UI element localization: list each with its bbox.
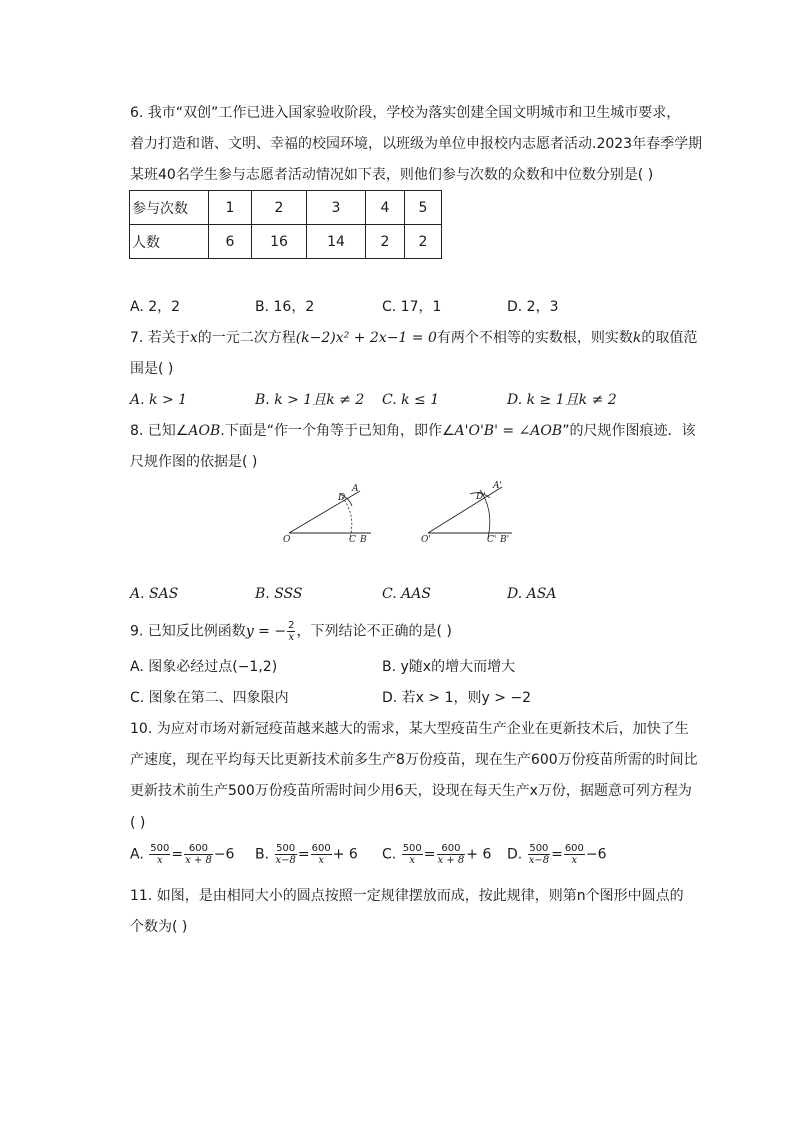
q6-line-3: 某班40名学生参与志愿者活动情况如下表，则他们参与次数的众数和中位数分别是( ) bbox=[130, 167, 654, 183]
option-label: B. bbox=[255, 846, 270, 863]
q7-equation: (k−2)x² + 2x−1 = 0 bbox=[295, 330, 437, 346]
q9-option-d: D. 若x > 1，则y > −2 bbox=[382, 690, 532, 706]
fraction-numerator: 500 bbox=[276, 843, 296, 854]
fraction-denominator: x + 8 bbox=[185, 855, 212, 866]
fraction-denominator: x + 8 bbox=[437, 855, 465, 866]
q7-var-x: x bbox=[189, 330, 198, 346]
q10-line-3: 更新技术前生产500万份疫苗所需时间少用6天，设现在每天生产x万份，据题意可列方程为 bbox=[130, 783, 692, 799]
option-label: D. bbox=[507, 846, 523, 863]
q7-text: 有两个不相等的实数根，则实数 bbox=[436, 330, 633, 346]
fraction-denominator: x bbox=[571, 855, 578, 866]
ray-oa bbox=[289, 491, 360, 533]
fraction-numerator: 500 bbox=[150, 843, 170, 854]
q7-text: 的取值范 bbox=[641, 330, 698, 346]
q7-text: 的一元二次方程 bbox=[197, 330, 296, 346]
fraction-denominator: x−8 bbox=[528, 855, 550, 866]
label-o: O bbox=[283, 535, 291, 545]
fraction-denominator: x bbox=[318, 855, 324, 866]
fraction-numerator: 500 bbox=[529, 843, 549, 854]
equation-tail: + 6 bbox=[332, 846, 358, 863]
q7-option-d: D. k ≥ 1且k ≠ 2 bbox=[507, 392, 617, 408]
fraction-numerator: 2 bbox=[288, 620, 295, 631]
q8-text: 8. 已知∠ bbox=[130, 423, 189, 439]
q10-option-a: A. $\frac{500}{x}$ = $\frac{600}{x + 8}$ −6 bbox=[130, 843, 235, 866]
equation-tail: −6 bbox=[213, 846, 235, 863]
q7-option-b: B. k > 1且k ≠ 2 bbox=[255, 392, 365, 408]
q7-text: 7. 若关于 bbox=[130, 330, 190, 346]
table-row bbox=[130, 225, 442, 259]
fraction-numerator: 600 bbox=[437, 843, 466, 855]
q8-angle: AOB bbox=[188, 423, 221, 439]
fraction-denominator: x−8 bbox=[275, 855, 296, 866]
q8-line-1 bbox=[130, 421, 695, 441]
label-a-prime: A' bbox=[493, 481, 502, 491]
option-label: A. bbox=[130, 846, 144, 863]
ray-o-a-prime bbox=[428, 487, 502, 533]
q10-line-1: 10. 为应对市场对新冠疫苗越来越大的需求，某大型疫苗生产企业在更新技术后，加快了生 bbox=[130, 721, 689, 737]
table-cell: 16 bbox=[252, 225, 307, 259]
fraction bbox=[564, 843, 585, 866]
table-cell: 5 bbox=[405, 191, 442, 225]
fraction bbox=[184, 843, 213, 866]
fraction bbox=[275, 843, 297, 866]
table-cell: 6 bbox=[209, 225, 252, 259]
fraction bbox=[149, 843, 170, 866]
q9-text: ，下列结论不正确的是( ) bbox=[296, 623, 452, 640]
label-a: A bbox=[352, 484, 359, 494]
q6-line-1: 6. 我市“双创”工作已进入国家验收阶段，学校为落实创建全国文明城市和卫生城市要求， bbox=[130, 105, 681, 121]
fraction-numerator: 500 bbox=[402, 843, 422, 854]
label-b-prime: B' bbox=[500, 535, 510, 545]
fraction bbox=[311, 843, 332, 866]
q11-line-1: 11. 如图，是由相同大小的圆点按照一定规律摆放而成，按此规律，则第n个图形中圆点的 bbox=[130, 888, 684, 904]
q7-option-c: C. k ≤ 1 bbox=[382, 392, 440, 408]
label-o-prime: O' bbox=[421, 535, 431, 545]
frequency-table bbox=[129, 190, 442, 259]
q10-option-b: B. $\frac{500}{x-8}$ = $\frac{600}{x}$ + 6 bbox=[255, 843, 358, 866]
q8-option-d: D. ASA bbox=[507, 586, 557, 602]
q9-fraction bbox=[287, 620, 295, 643]
q6-option-d: D. 2，3 bbox=[507, 299, 559, 315]
table-cell: 2 bbox=[366, 225, 405, 259]
table-cell: 2 bbox=[405, 225, 442, 259]
fraction-numerator: 600 bbox=[184, 843, 213, 855]
table-header-cell: 参与次数 bbox=[130, 191, 209, 225]
q7-line-1 bbox=[130, 328, 697, 348]
equation-tail: + 6 bbox=[466, 846, 492, 863]
fraction-denominator: x bbox=[409, 855, 416, 866]
q9-function: y = − bbox=[245, 623, 287, 640]
q9-option-a: A. 图象必经过点(−1,2) bbox=[130, 659, 278, 675]
angle-construction-figure bbox=[280, 480, 540, 550]
fraction bbox=[402, 843, 423, 866]
table-cell: 2 bbox=[252, 191, 307, 225]
q8-line-2: 尺规作图的依据是( ) bbox=[130, 454, 258, 470]
q6-line-2: 着力打造和谐、文明、幸福的校园环境，以班级为单位申报校内志愿者活动.2023年春季学期 bbox=[130, 136, 703, 152]
fraction-denominator: x bbox=[156, 855, 163, 866]
q8-option-a: A. SAS bbox=[130, 586, 179, 602]
fraction-numerator: 600 bbox=[564, 843, 584, 854]
q9-text: 9. 已知反比例函数 bbox=[130, 623, 246, 640]
q8-angle-eq: A'O'B' = ∠AOB bbox=[454, 423, 563, 439]
label-c-prime: C' bbox=[487, 535, 497, 545]
fraction-denominator: x bbox=[288, 632, 295, 643]
q8-text: ”的尺规作图痕迹．该 bbox=[562, 423, 696, 439]
q10-option-d: D. $\frac{500}{x-8}$ = $\frac{600}{x}$ −6 bbox=[507, 843, 607, 866]
q11-line-2: 个数为( ) bbox=[130, 919, 188, 935]
option-label: C. bbox=[382, 846, 397, 863]
table-cell: 4 bbox=[366, 191, 405, 225]
fraction-numerator: 600 bbox=[311, 843, 331, 854]
q8-option-c: C. AAS bbox=[382, 586, 431, 602]
q8-option-b: B. SSS bbox=[255, 586, 303, 602]
label-b: B bbox=[360, 535, 367, 545]
equation-tail: −6 bbox=[585, 846, 607, 863]
q7-var-k: k bbox=[632, 330, 642, 346]
table-header-cell: 人数 bbox=[130, 225, 209, 259]
q10-line-2: 产速度，现在平均每天比更新技术前多生产8万份疫苗，现在生产600万份疫苗所需的时间比 bbox=[130, 752, 698, 768]
fraction bbox=[437, 843, 466, 866]
q9-option-c: C. 图象在第二、四象限内 bbox=[130, 690, 289, 706]
label-d: D bbox=[338, 493, 346, 503]
q9-option-b: B. y随x的增大而增大 bbox=[382, 659, 516, 675]
table-cell: 14 bbox=[307, 225, 366, 259]
table-cell: 3 bbox=[307, 191, 366, 225]
fraction bbox=[528, 843, 550, 866]
q7-option-a: A. k > 1 bbox=[130, 392, 188, 408]
label-c: C bbox=[349, 535, 356, 545]
q10-option-c: C. $\frac{500}{x}$ = $\frac{600}{x + 8}$ + 6 bbox=[382, 843, 492, 866]
table-cell: 1 bbox=[209, 191, 252, 225]
q7-line-2: 围是( ) bbox=[130, 361, 174, 377]
q6-option-a: A. 2，2 bbox=[130, 299, 181, 315]
label-d-prime: D' bbox=[476, 492, 486, 502]
q6-option-b: B. 16，2 bbox=[255, 299, 315, 315]
table-row bbox=[130, 191, 442, 225]
q6-option-c: C. 17，1 bbox=[382, 299, 442, 315]
q9-line-1 bbox=[130, 620, 452, 643]
q8-text: .下面是“作一个角等于已知角，即作∠ bbox=[220, 423, 455, 439]
q10-line-4: ( ) bbox=[130, 815, 146, 831]
